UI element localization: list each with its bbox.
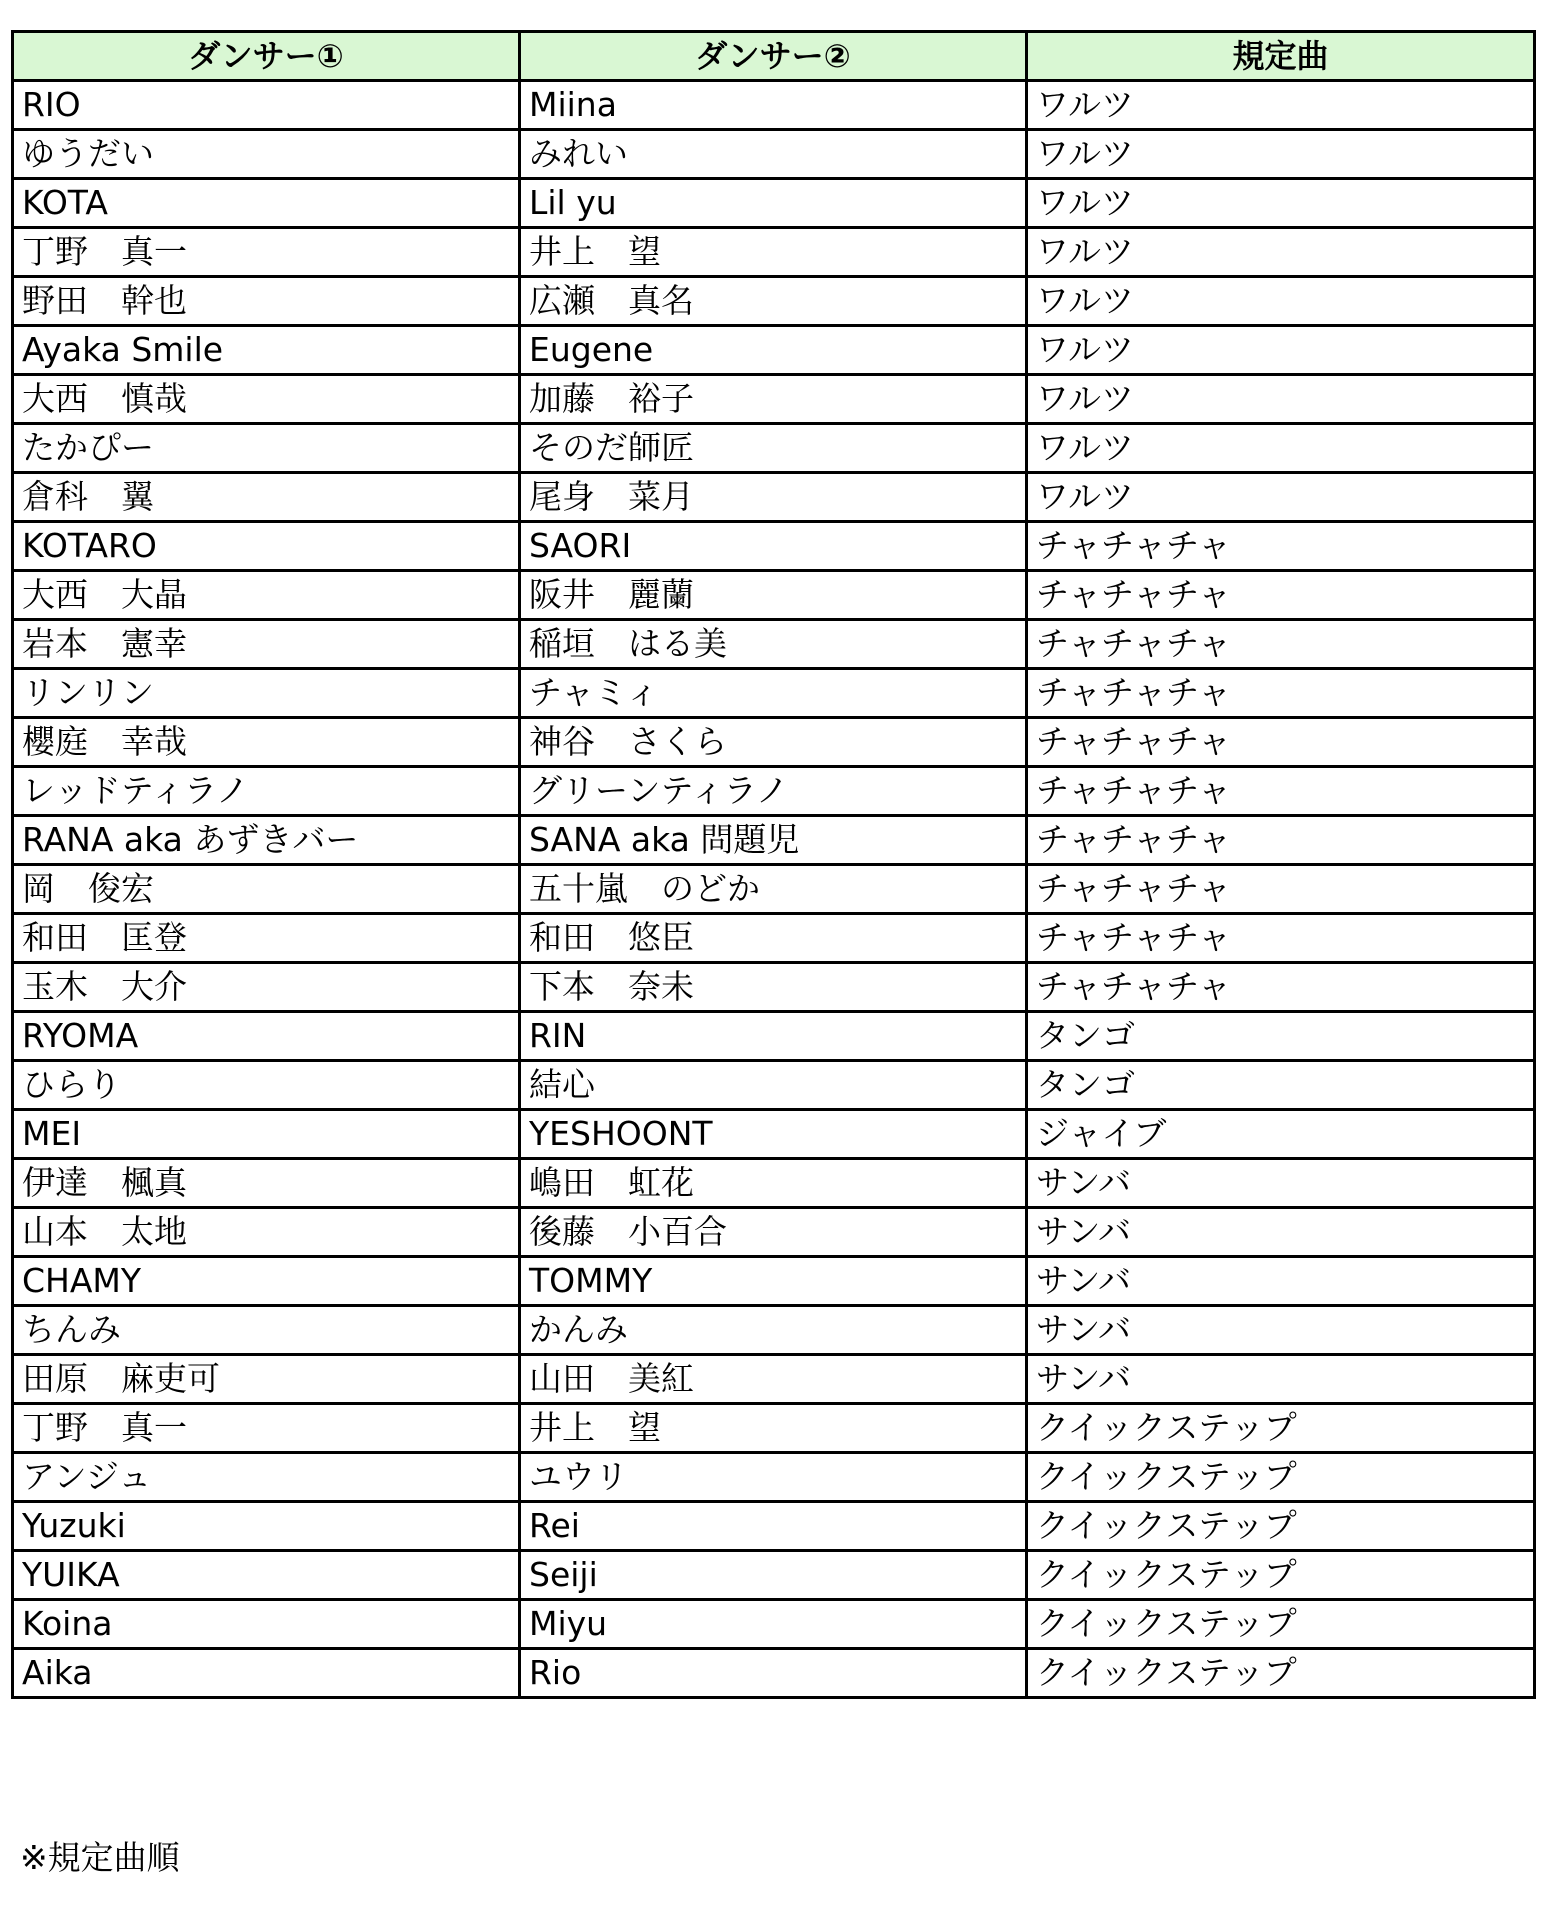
table-header	[13, 32, 1535, 81]
table-row	[13, 816, 1535, 865]
required-song-cell: サンバ	[1027, 1208, 1535, 1257]
table-row	[13, 620, 1535, 669]
required-song-cell: ワルツ	[1027, 228, 1535, 277]
table-row	[13, 1600, 1535, 1649]
required-song-cell: ワルツ	[1027, 277, 1535, 326]
table-row	[13, 1012, 1535, 1061]
table-row	[13, 718, 1535, 767]
table-row	[13, 767, 1535, 816]
dancer-2-cell: そのだ師匠	[520, 424, 1027, 473]
table-row	[13, 1208, 1535, 1257]
required-song-cell: チャチャチャ	[1027, 571, 1535, 620]
required-song-cell: チャチャチャ	[1027, 963, 1535, 1012]
dancer-2-cell: 加藤 裕子	[520, 375, 1027, 424]
dancer-2-cell: Eugene	[520, 326, 1027, 375]
dancer-2-cell: Rio	[520, 1649, 1027, 1698]
dancer-1-cell: 伊達 楓真	[13, 1159, 520, 1208]
dancer-1-cell: 岡 俊宏	[13, 865, 520, 914]
dancer-1-cell: Yuzuki	[13, 1502, 520, 1551]
dancer-1-cell: YUIKA	[13, 1551, 520, 1600]
dancer-1-cell: Ayaka Smile	[13, 326, 520, 375]
header-dancer-1: ダンサー①	[13, 32, 520, 81]
dancer-2-cell: Miina	[520, 81, 1027, 130]
dancer-1-cell: 丁野 真一	[13, 1404, 520, 1453]
table-row	[13, 1551, 1535, 1600]
required-song-cell: ワルツ	[1027, 81, 1535, 130]
dancer-1-cell: 大西 大晶	[13, 571, 520, 620]
table-row	[13, 1502, 1535, 1551]
table-row	[13, 1404, 1535, 1453]
required-song-cell: ワルツ	[1027, 424, 1535, 473]
dancer-2-cell: Lil yu	[520, 179, 1027, 228]
dancer-2-cell: 結心	[520, 1061, 1027, 1110]
table-row	[13, 81, 1535, 130]
required-song-cell: ワルツ	[1027, 179, 1535, 228]
table-row	[13, 1257, 1535, 1306]
dancer-2-cell: 和田 悠臣	[520, 914, 1027, 963]
dancer-roster-table	[11, 30, 1536, 1699]
table-row	[13, 277, 1535, 326]
dancer-2-cell: 阪井 麗蘭	[520, 571, 1027, 620]
required-song-cell: ワルツ	[1027, 130, 1535, 179]
table-row	[13, 1649, 1535, 1698]
required-song-cell: チャチャチャ	[1027, 865, 1535, 914]
dancer-2-cell: 稲垣 はる美	[520, 620, 1027, 669]
dancer-2-cell: ユウリ	[520, 1453, 1027, 1502]
dancer-1-cell: ひらり	[13, 1061, 520, 1110]
required-song-cell: ワルツ	[1027, 473, 1535, 522]
dancer-2-cell: 尾身 菜月	[520, 473, 1027, 522]
dancer-1-cell: 野田 幹也	[13, 277, 520, 326]
required-song-cell: チャチャチャ	[1027, 767, 1535, 816]
table-row	[13, 1355, 1535, 1404]
table-row	[13, 228, 1535, 277]
dancer-2-cell: 五十嵐 のどか	[520, 865, 1027, 914]
dancer-1-cell: 山本 太地	[13, 1208, 520, 1257]
dancer-1-cell: RYOMA	[13, 1012, 520, 1061]
dancer-1-cell: たかぴー	[13, 424, 520, 473]
table-body	[13, 81, 1535, 1698]
table-row	[13, 326, 1535, 375]
dancer-2-cell: みれい	[520, 130, 1027, 179]
table-row	[13, 1061, 1535, 1110]
required-song-cell: クイックステップ	[1027, 1649, 1535, 1698]
required-song-cell: クイックステップ	[1027, 1404, 1535, 1453]
required-song-cell: タンゴ	[1027, 1012, 1535, 1061]
required-song-cell: サンバ	[1027, 1257, 1535, 1306]
dancer-2-cell: TOMMY	[520, 1257, 1027, 1306]
dancer-2-cell: 後藤 小百合	[520, 1208, 1027, 1257]
dancer-1-cell: 玉木 大介	[13, 963, 520, 1012]
dancer-2-cell: Seiji	[520, 1551, 1027, 1600]
table-row	[13, 473, 1535, 522]
required-song-cell: クイックステップ	[1027, 1551, 1535, 1600]
required-song-cell: クイックステップ	[1027, 1453, 1535, 1502]
required-song-cell: サンバ	[1027, 1355, 1535, 1404]
dancer-2-cell: かんみ	[520, 1306, 1027, 1355]
dancer-2-cell: グリーンティラノ	[520, 767, 1027, 816]
dancer-1-cell: 田原 麻吏可	[13, 1355, 520, 1404]
required-song-cell: サンバ	[1027, 1159, 1535, 1208]
dancer-1-cell: 和田 匡登	[13, 914, 520, 963]
required-song-cell: クイックステップ	[1027, 1600, 1535, 1649]
dancer-1-cell: リンリン	[13, 669, 520, 718]
dancer-2-cell: 下本 奈未	[520, 963, 1027, 1012]
required-song-cell: チャチャチャ	[1027, 816, 1535, 865]
dancer-2-cell: Miyu	[520, 1600, 1027, 1649]
dancer-2-cell: RIN	[520, 1012, 1027, 1061]
required-song-cell: サンバ	[1027, 1306, 1535, 1355]
dancer-2-cell: 井上 望	[520, 228, 1027, 277]
dancer-2-cell: Rei	[520, 1502, 1027, 1551]
dancer-2-cell: YESHOONT	[520, 1110, 1027, 1159]
dancer-1-cell: RIO	[13, 81, 520, 130]
dancer-1-cell: KOTA	[13, 179, 520, 228]
dancer-1-cell: RANA aka あずきバー	[13, 816, 520, 865]
dancer-2-cell: 井上 望	[520, 1404, 1027, 1453]
header-required-song: 規定曲	[1027, 32, 1535, 81]
header-row	[13, 32, 1535, 81]
table-row	[13, 522, 1535, 571]
dancer-1-cell: CHAMY	[13, 1257, 520, 1306]
table-row	[13, 424, 1535, 473]
table-row	[13, 963, 1535, 1012]
required-song-cell: タンゴ	[1027, 1061, 1535, 1110]
table-row	[13, 375, 1535, 424]
required-song-cell: ワルツ	[1027, 375, 1535, 424]
dancer-1-cell: レッドティラノ	[13, 767, 520, 816]
dancer-1-cell: 櫻庭 幸哉	[13, 718, 520, 767]
table-row	[13, 130, 1535, 179]
required-song-cell: チャチャチャ	[1027, 718, 1535, 767]
required-song-cell: チャチャチャ	[1027, 914, 1535, 963]
dancer-2-cell: チャミィ	[520, 669, 1027, 718]
footnote: ※規定曲順	[20, 1838, 180, 1877]
dancer-2-cell: 広瀬 真名	[520, 277, 1027, 326]
table-row	[13, 1110, 1535, 1159]
table-row	[13, 669, 1535, 718]
dancer-1-cell: ちんみ	[13, 1306, 520, 1355]
dancer-2-cell: 山田 美紅	[520, 1355, 1027, 1404]
dancer-1-cell: 岩本 憲幸	[13, 620, 520, 669]
dancer-2-cell: SAORI	[520, 522, 1027, 571]
dancer-1-cell: アンジュ	[13, 1453, 520, 1502]
table-row	[13, 1306, 1535, 1355]
table-row	[13, 865, 1535, 914]
dancer-1-cell: 大西 慎哉	[13, 375, 520, 424]
dancer-2-cell: SANA aka 問題児	[520, 816, 1027, 865]
required-song-cell: ワルツ	[1027, 326, 1535, 375]
dancer-1-cell: KOTARO	[13, 522, 520, 571]
dancer-1-cell: MEI	[13, 1110, 520, 1159]
dancer-2-cell: 神谷 さくら	[520, 718, 1027, 767]
dancer-1-cell: Aika	[13, 1649, 520, 1698]
dancer-2-cell: 嶋田 虹花	[520, 1159, 1027, 1208]
dancer-1-cell: 倉科 翼	[13, 473, 520, 522]
required-song-cell: チャチャチャ	[1027, 669, 1535, 718]
table-row	[13, 914, 1535, 963]
required-song-cell: クイックステップ	[1027, 1502, 1535, 1551]
required-song-cell: ジャイブ	[1027, 1110, 1535, 1159]
dancer-1-cell: Koina	[13, 1600, 520, 1649]
required-song-cell: チャチャチャ	[1027, 620, 1535, 669]
table-row	[13, 179, 1535, 228]
table-row	[13, 1453, 1535, 1502]
required-song-cell: チャチャチャ	[1027, 522, 1535, 571]
dancer-1-cell: 丁野 真一	[13, 228, 520, 277]
header-dancer-2: ダンサー②	[520, 32, 1027, 81]
table-row	[13, 1159, 1535, 1208]
table-row	[13, 571, 1535, 620]
dancer-1-cell: ゆうだい	[13, 130, 520, 179]
